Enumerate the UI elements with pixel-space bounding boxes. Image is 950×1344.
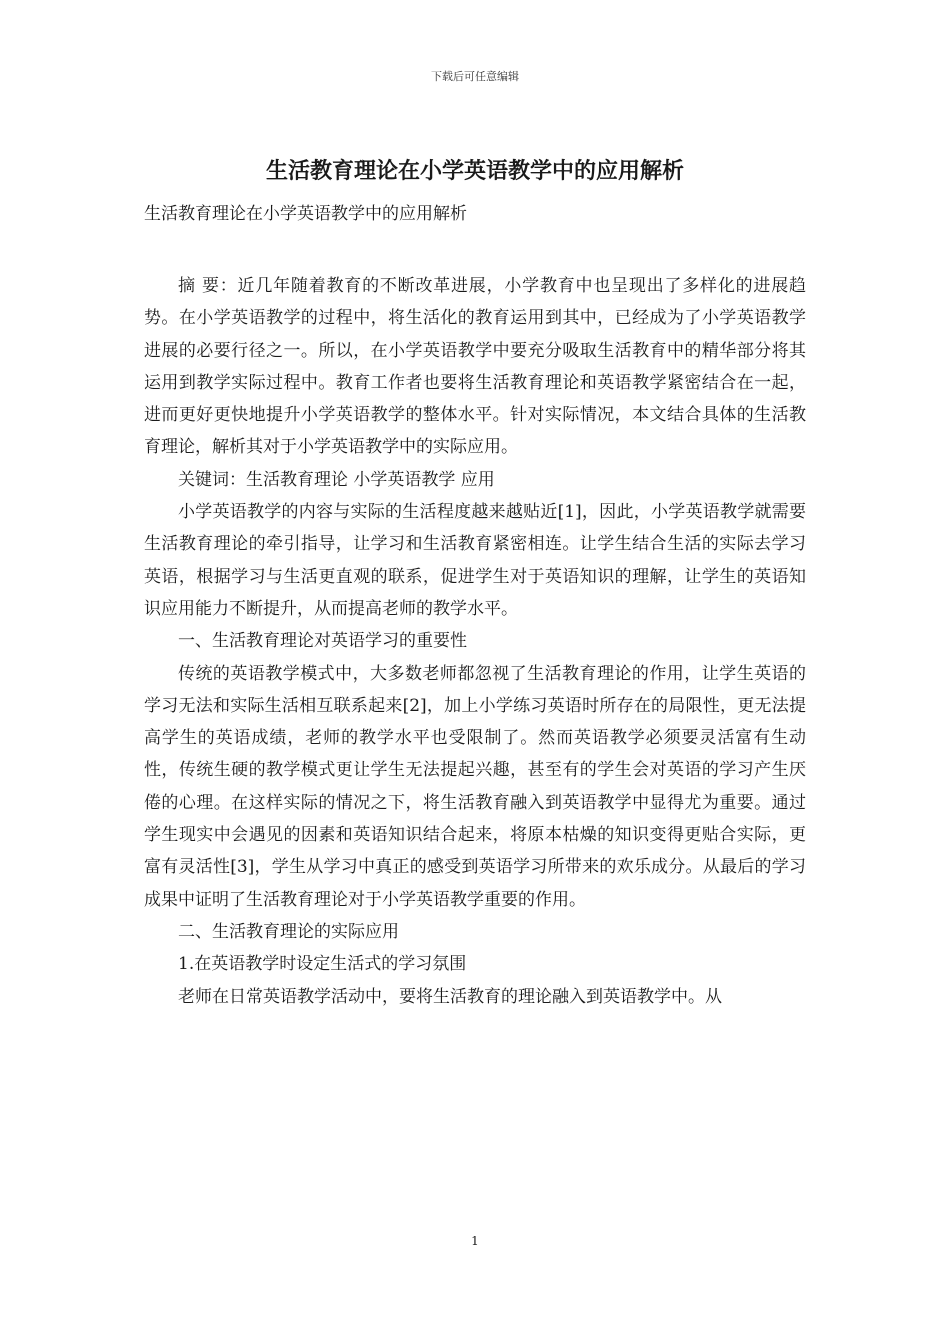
section-heading-2: 二、生活教育理论的实际应用	[178, 921, 399, 942]
document-body	[144, 270, 806, 1013]
document-title: 生活教育理论在小学英语教学中的应用解析	[265, 158, 684, 184]
header-note: 下载后可任意编辑	[431, 70, 519, 83]
section-1-paragraph: 传统的英语教学模式中，大多数老师都忽视了生活教育理论的作用，让学生英语的学习无法和实际生活相互联系起来[2]，加上小学练习英语时所存在的局限性，更无法提高学生的英语成绩，老师的教学水平也受限制了。然而英语教学必须要灵活富有生动性，传统生硬的教学模式更让学生无法提起兴趣，甚至有的学生会对英语的学习产生厌倦的心理。在这样实际的情况之下，将生活教育融入到英语教学中显得尤为重要。通过学生现实中会遇见的因素和英语知识结合起来，将原本枯燥的知识变得更贴合实际，更富有灵活性[3]，学生从学习中真正的感受到英语学习所带来的欢乐成分。从最后的学习成果中证明了生活教育理论对于小学英语教学重要的作用。	[144, 663, 806, 910]
abstract-paragraph: 摘 要：近几年随着教育的不断改革进展，小学教育中也呈现出了多样化的进展趋势。在小学英语教学的过程中，将生活化的教育运用到其中，已经成为了小学英语教学进展的必要行径之一。所以，在小学英语教学中要充分吸取生活教育中的精华部分将其运用到教学实际过程中。教育工作者也要将生活教育理论和英语教学紧密结合在一起，进而更好更快地提升小学英语教学的整体水平。针对实际情况，本文结合具体的生活教育理论，解析其对于小学英语教学中的实际应用。	[144, 276, 806, 458]
intro-paragraph: 小学英语教学的内容与实际的生活程度越来越贴近[1]，因此，小学英语教学就需要生活教育理论的牵引指导，让学习和生活教育紧密相连。让学生结合生活的实际去学习英语，根据学习与生活更直观的联系，促进学生对于英语知识的理解，让学生的英语知识应用能力不断提升，从而提高老师的教学水平。	[144, 502, 806, 619]
keywords-paragraph: 关键词：生活教育理论 小学英语教学 应用	[178, 469, 495, 490]
document-subtitle: 生活教育理论在小学英语教学中的应用解析	[144, 204, 467, 224]
page-number: 1	[471, 1234, 479, 1248]
subsection-1-paragraph: 老师在日常英语教学活动中，要将生活教育的理论融入到英语教学中。从	[178, 986, 722, 1007]
section-heading-1: 一、生活教育理论对英语学习的重要性	[178, 631, 467, 652]
subsection-heading-1: 1.在英语教学时设定生活式的学习氛围	[178, 954, 467, 975]
